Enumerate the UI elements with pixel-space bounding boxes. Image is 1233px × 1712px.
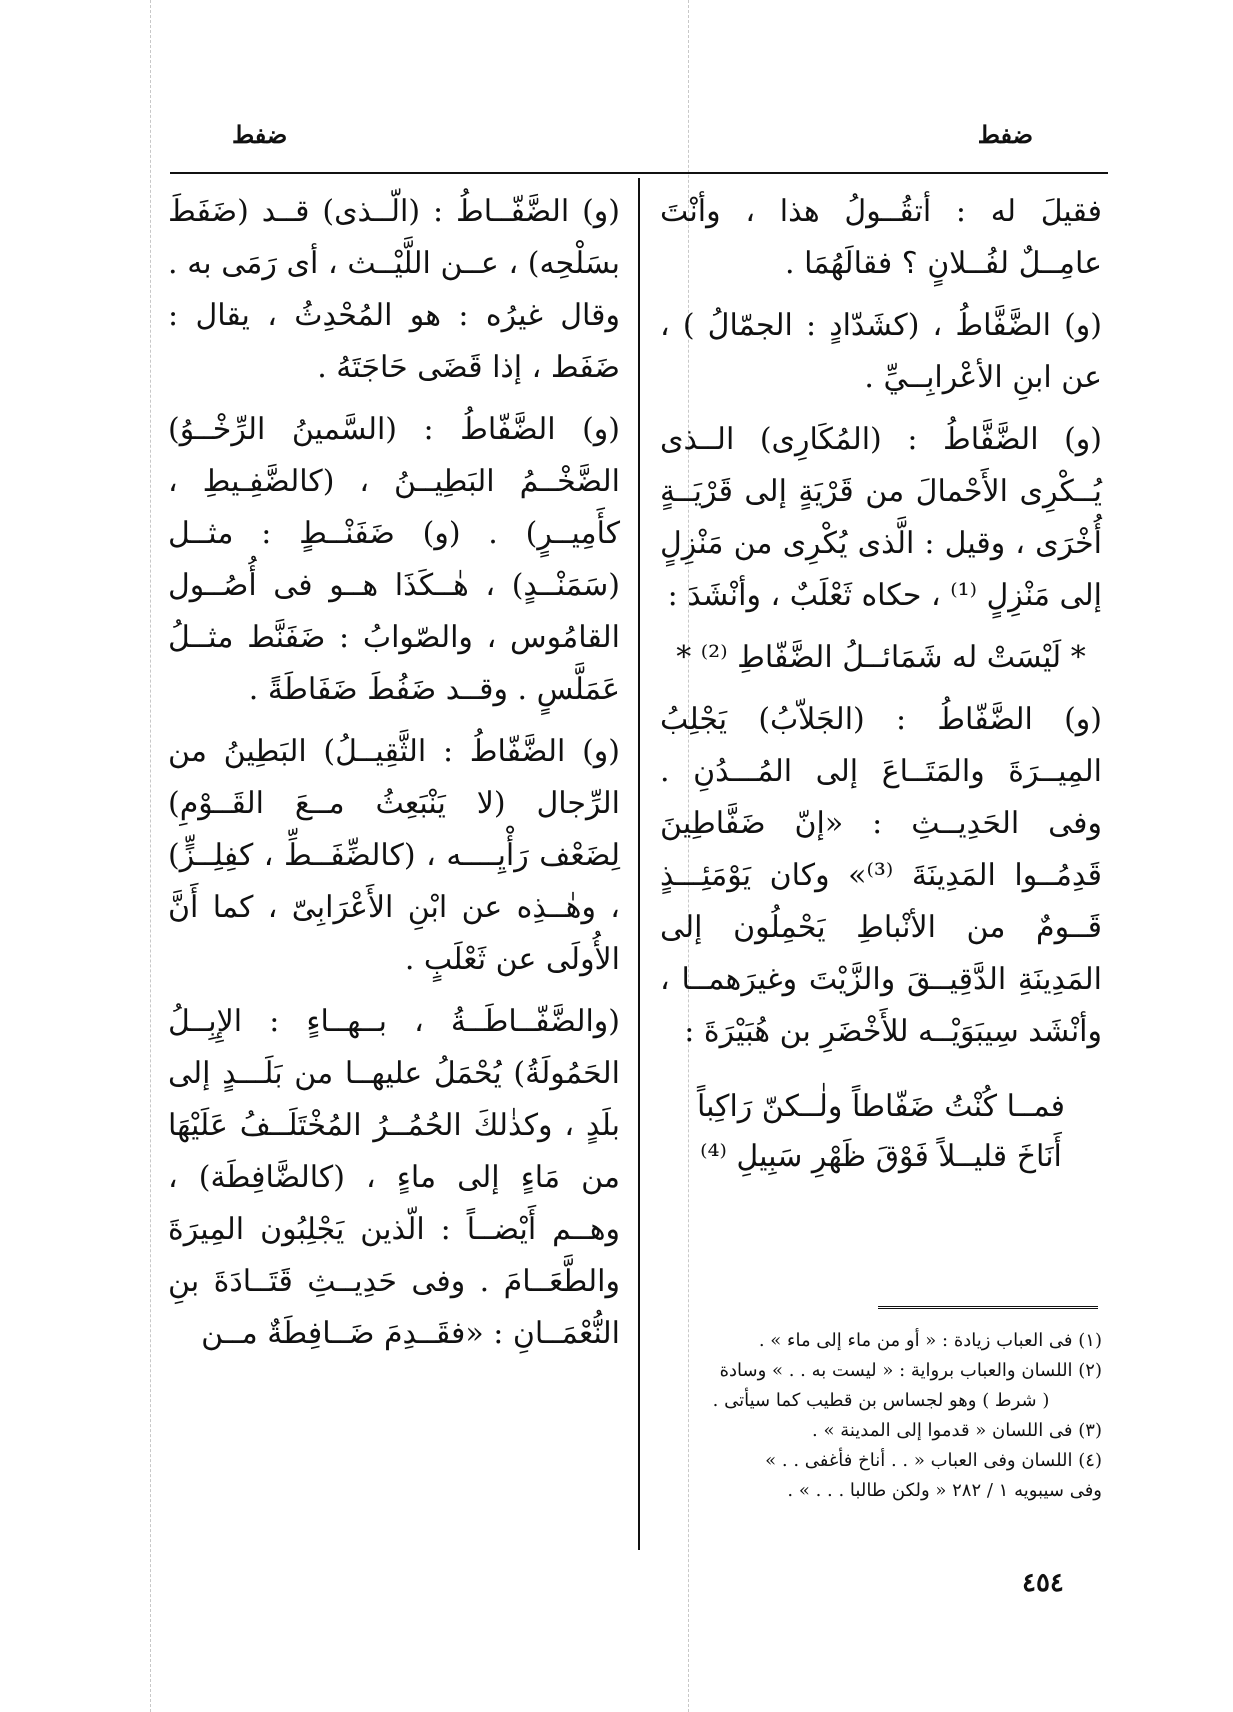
paragraph: (و) الضَّفَّاطُ ، (كشَدّادٍ : الجمّالُ ) ، عن ابنِ الأعْرابِــيِّ . [660,308,1102,395]
running-header-right: ضفط [977,120,1033,149]
paragraph: فقيلَ له : أتقُــولُ هذا ، وأنْتَ عامِــلٌ لفُــلانٍ ؟ فقالَهُمَا . [660,194,1102,281]
footnote: ( شرط ) وهو لجساس بن قطيب كما سيأتى . [712,1390,1050,1411]
verse-block [660,1082,1102,1182]
verse-line: * لَيْسَتْ له شَمَائــلُ الضَّفّاطِ ⁽²⁾ * [676,640,1086,675]
verse-hemistich: فمــا كُنْتُ ضَفّاطاً ولٰــكنّ رَاكِباً [696,1089,1066,1124]
footnote: (١) فى العباب زيادة : « أو من ماء إلى ماء » . [758,1330,1102,1351]
paragraph: (و) الضَّفّاطُ : (الجَلاّبُ) يَجْلِبُ المِيــرَةَ والمَتَــاعَ إلى المُـــدُنِ . وفى الحَدِيــثِ : «إنّ ضَفَّاطِينَ قَدِمُــوا المَدِينَةَ ⁽³⁾» وكان يَوْمَئِـــذٍ قَــومٌ من الأنْباطِ يَحْمِلُون إلى المَدِينَةِ الدَّقِيــقَ والزَّيْتَ وغيرَهمــا ، وأنْشَد سِيبَوَيْــه للأَخْضَرِ بن هُبَيْرَةَ : [660,702,1102,1049]
footnote: وفى سيبويه ١ / ٢٨٢ « ولكن طالبا . . . » . [787,1480,1102,1501]
footnote: (٣) فى اللسان « قدموا إلى المدينة » . [812,1420,1102,1441]
running-header-left: ضفط [232,120,288,149]
left-column [168,186,620,1370]
footnote-rule [878,1306,1098,1309]
paragraph: (و) الضَّفّــاطُ : (الّــذى) قــد (ضَفَطَ بسَلْحِه) ، عــن اللَّيْــث ، أى رَمَى به . وقال غيرُه : هو المُحْدِثُ ، يقال : ضَفَط ، إذا قَضَى حَاجَتَهُ . [168,194,620,385]
paragraph: (و) الضَّفَّاطُ : (المُكَارِى) الــذى يُــكْرِى الأَحْمالَ من قَرْيَةٍ إلى قَرْيَــةٍ أُخْرَى ، وقيل : الَّذى يُكْرِى من مَنْزِلٍ إلى مَنْزِلٍ ⁽¹⁾ ، حكاه ثَعْلَبٌ ، وأنْشَدَ : [660,422,1102,613]
paragraph: (و) الضَّفّاطُ : الثَّقِيــلُ) البَطِينُ من الرِّجال (لا يَنْبَعِثُ مــعَ القَــوْمِ) لِضَعْف رَأْيِــــه ، (كالضِّفَــطِّ ، كفِلِــزٍّ) ، وهٰــذِه عن ابْنِ الأَعْرَابِىّ ، كما أَنَّ الأُولَى عن ثَعْلَبٍ . [168,734,620,977]
page-number: ٤٥٤ [1022,1568,1064,1598]
verse-hemistich: أَنَاخَ قليــلاً فَوْقَ ظَهْرِ سَبِيلِ ⁽⁴⁾ [700,1139,1062,1174]
paragraph: (والضَّفّــاطَــةُ ، بــهــاءٍ : الإِبِــلُ الحَمُولَةُ) يُحْمَلُ عليهــا من بَلَـــدٍ إلى بلَدٍ ، وكذٰلكَ الحُمُــرُ المُخْتَلَــفُ عَلَيْهَا من مَاءٍ إلى ماءٍ ، (كالضَّافِطَة) ، وهــم أَيْضــاً : الّذين يَجْلِبُون المِيرَةَ والطَّعَــامَ . وفى حَدِيــثِ قَتَــادَةَ بنِ النُّعْمَــانِ : «فقَــدِمَ ضَــافِطَةٌ مــن [168,1004,620,1351]
footnote: (٤) اللسان وفى العباب « . . أناخ فأغفى . . » [765,1450,1102,1471]
footnote: (٢) اللسان والعباب برواية : « ليست به . . » وسادة [719,1360,1102,1381]
footnotes [660,1326,1102,1506]
paragraph: (و) الضَّفّاطُ : (السَّمينُ الرِّخْــوُ) الضَّخْــمُ البَطِيــنُ ، (كالضَّفِـيطِ ، كأَمِيــرٍ) . (و) ضَفَنْــطٍ : مثــل (سَمَنْــدٍ) ، هٰــكَذَا هــو فى أُصُــول القامُوس ، والصّوابُ : ضَفَنَّط مثــلُ عَمَلَّسٍ . وقــد ضَفُطَ ضَفَاطَةً . [168,412,620,707]
right-column [660,186,1102,1182]
header-rule [170,172,1108,174]
scan-guide-line [150,0,151,1712]
column-divider [638,178,640,1550]
